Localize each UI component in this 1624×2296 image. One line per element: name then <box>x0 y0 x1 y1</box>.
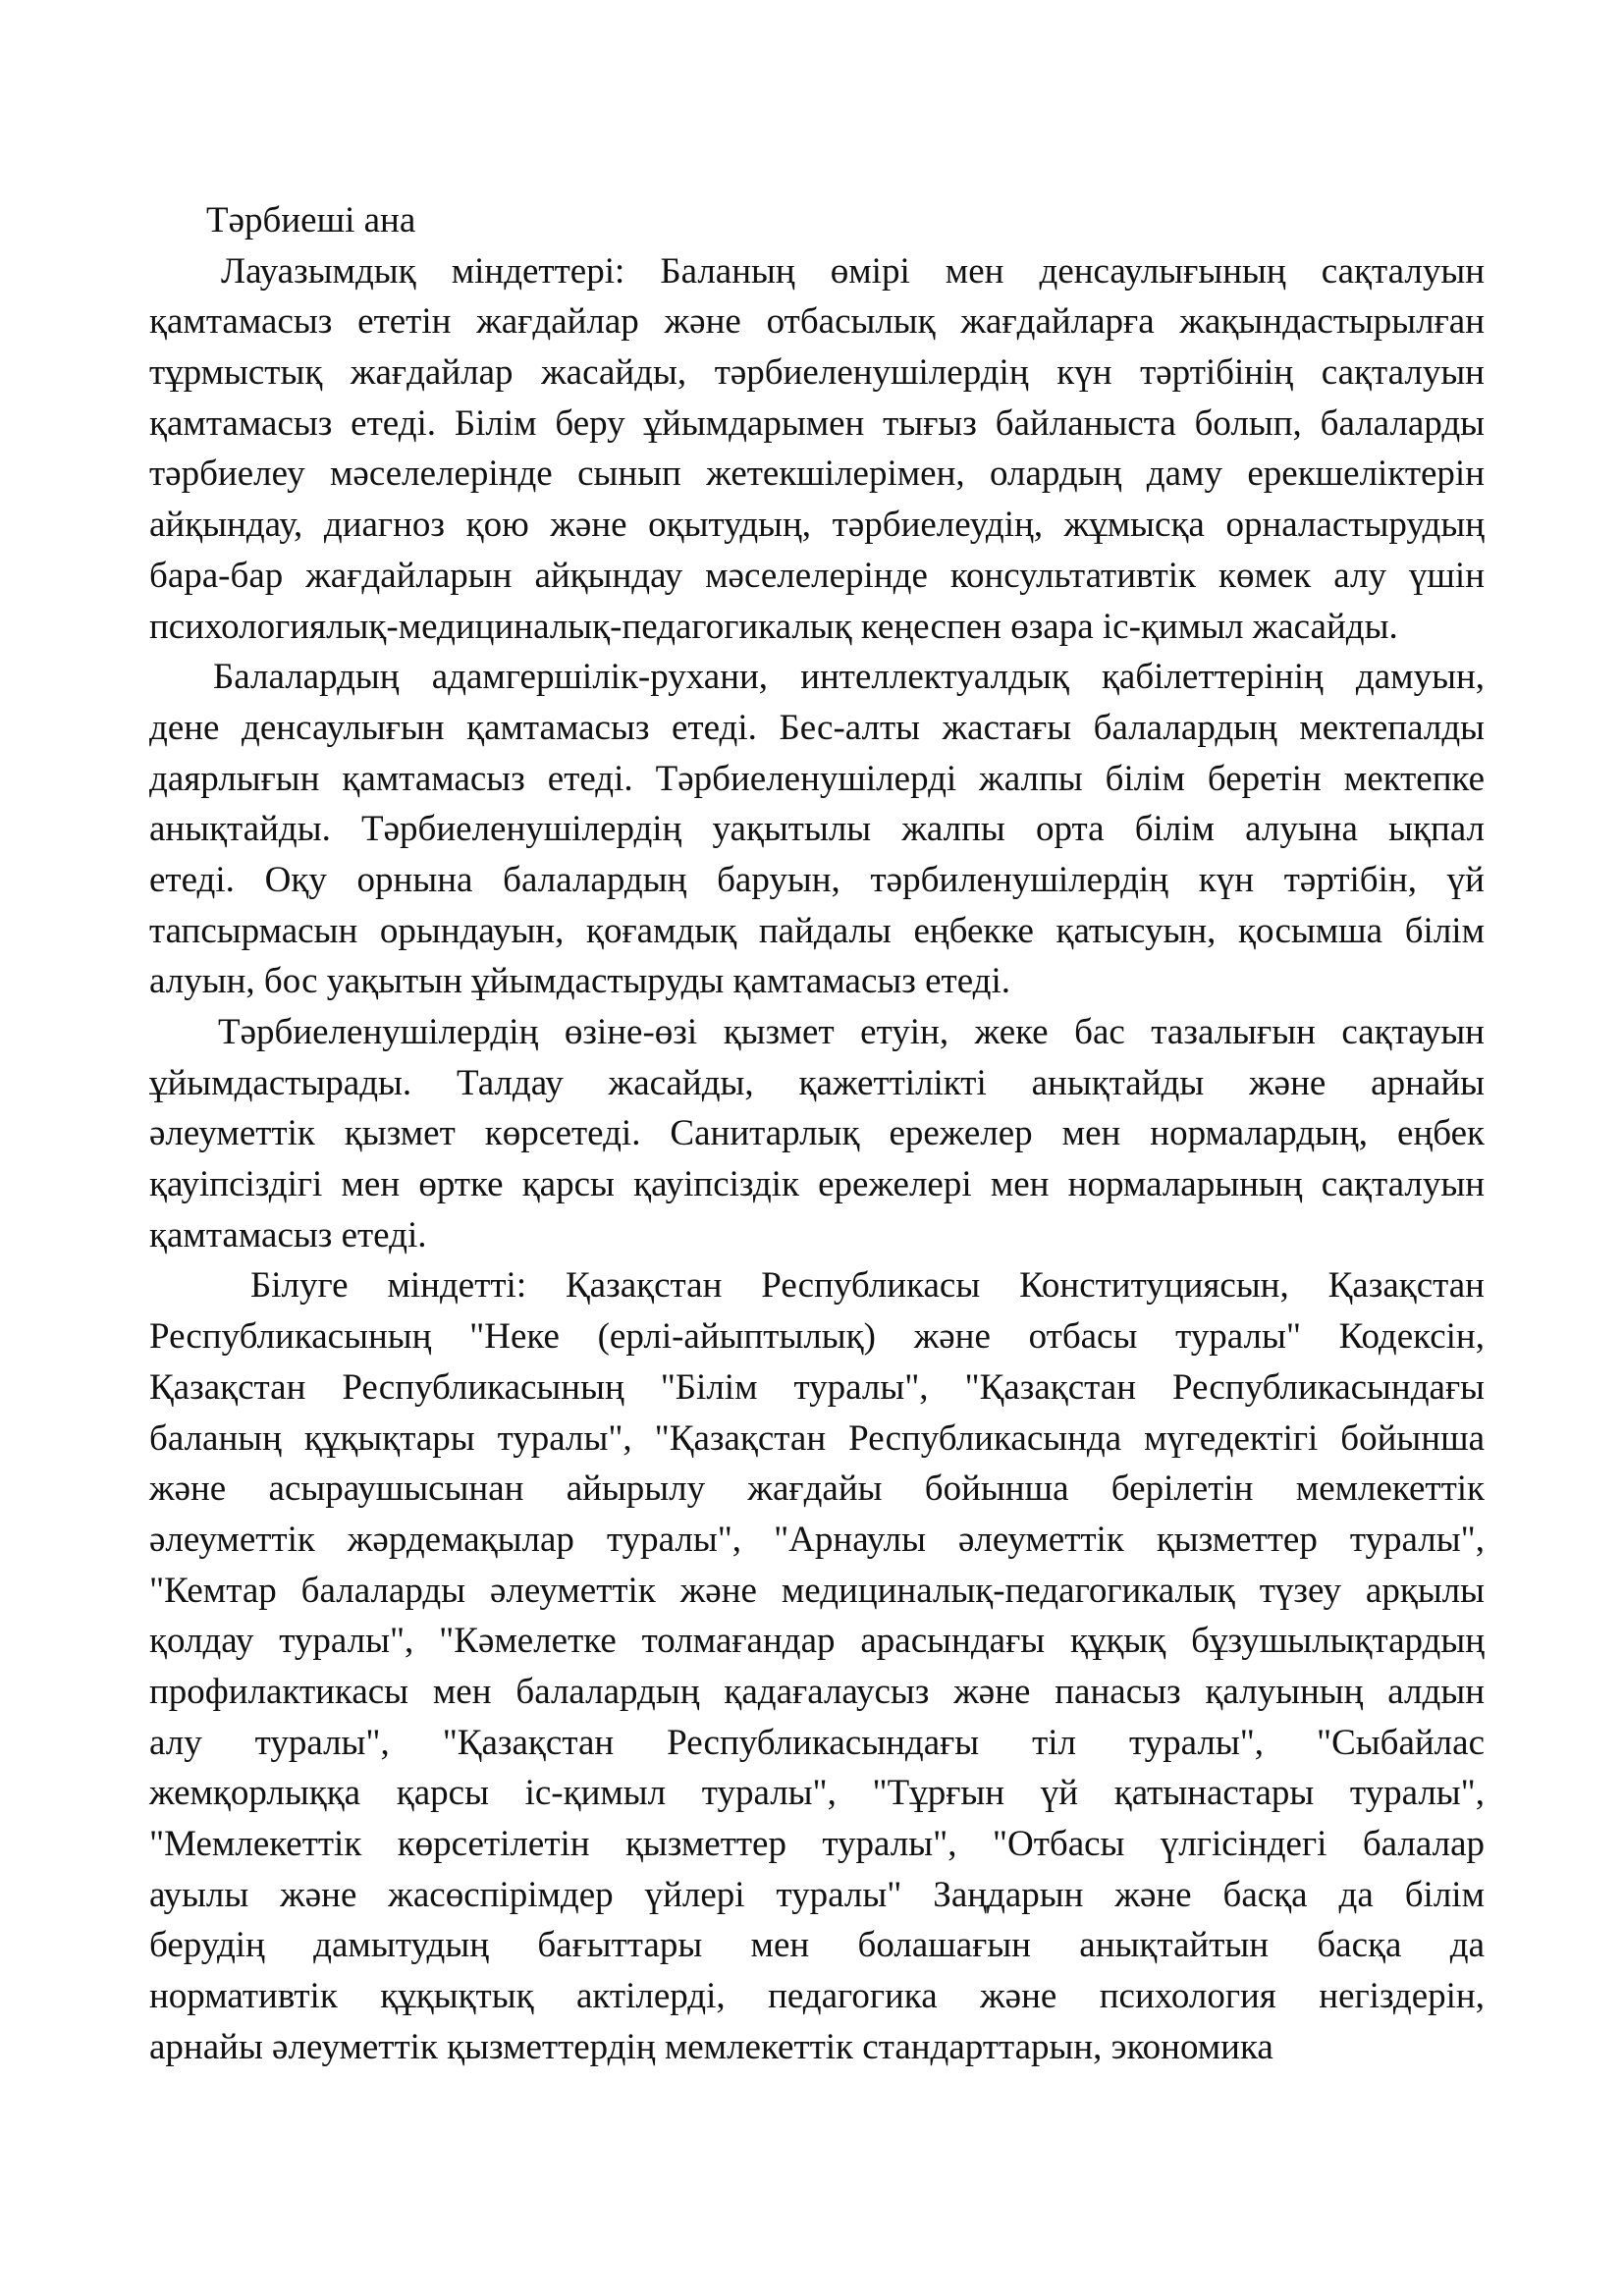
text-line: арнайы әлеуметтік қызметтердің мемлекеттік стандарттарын, экономика <box>149 2026 1273 2067</box>
text-line: және асыраушысынан айырылу жағдайы бойынша берілетін мемлекеттік <box>149 1468 1485 1510</box>
text-line: даярлығын қамтамасыз етеді. Тәрбиеленушілерді жалпы білім беретін мектепке <box>149 758 1485 799</box>
text-line: баланың құқықтары туралы", "Қазақстан Республикасында мүгедектігі бойынша <box>149 1417 1485 1459</box>
text-line: Балалардың адамгершілік-рухани, интеллектуалдық қабілеттерінің дамуын, <box>213 657 1485 698</box>
text-line: тапсырмасын орындауын, қоғамдық пайдалы еңбекке қатысуын, қосымша білім <box>149 910 1485 951</box>
paragraph <box>149 1260 1485 2072</box>
text-line: Лауазымдық міндеттері: Баланың өмірі мен денсаулығының сақталуын <box>221 250 1485 292</box>
text-line: "Мемлекеттік көрсетілетін қызметтер туралы", "Отбасы үлгісіндегі балалар <box>149 1824 1485 1864</box>
paragraph <box>149 652 1485 1007</box>
text-line: қауіпсіздігі мен өртке қарсы қауіпсіздік ережелері мен нормаларының сақталуын <box>149 1164 1485 1205</box>
text-line: Қазақстан Республикасының "Білім туралы", "Қазақстан Республикасындағы <box>149 1366 1485 1408</box>
text-line: қамтамасыз ететін жағдайлар және отбасылық жағдайларға жақындастырылған <box>149 301 1485 343</box>
text-line: тәрбиелеу мәселелерінде сынып жетекшілерімен, олардың даму ерекшеліктерін <box>149 454 1485 495</box>
text-line: психологиялық-медициналық-педагогикалық кеңеспен өзара іс-қимыл жасайды. <box>149 606 1398 647</box>
text-line: "Кемтар балаларды әлеуметтік және медициналық-педагогикалық түзеу арқылы <box>149 1570 1485 1611</box>
text-line: Білуге міндетті: Қазақстан Республикасы Конституциясын, Қазақстан <box>250 1265 1485 1307</box>
text-line: әлеуметтік қызмет көрсетеді. Санитарлық ережелер мен нормалардың, еңбек <box>149 1113 1485 1154</box>
paragraph <box>149 246 1485 653</box>
text-line: әлеуметтік жәрдемақылар туралы", "Арнаулы әлеуметтік қызметтер туралы", <box>149 1519 1485 1560</box>
text-line: ұйымдастырады. Талдау жасайды, қажеттілікті анықтайды және арнайы <box>149 1062 1485 1103</box>
text-line: ауылы және жасөспірімдер үйлері туралы" Заңдарын және басқа да білім <box>149 1874 1485 1915</box>
text-line: нормативтік құқықтық актілерді, педагогика және психология негіздерін, <box>149 1976 1485 2017</box>
text-line: жемқорлыққа қарсы іс-қимыл туралы", "Тұрғын үй қатынастары туралы", <box>149 1773 1485 1814</box>
text-line: профилактикасы мен балалардың қадағалаусыз және панасыз қалуының алдын <box>149 1671 1485 1712</box>
text-line: Тәрбиеленушілердің өзіне-өзі қызмет етуін, жеке бас тазалығын сақтауын <box>218 1012 1485 1052</box>
text-line: қамтамасыз етеді. Білім беру ұйымдарымен тығыз байланыста болып, балаларды <box>149 402 1485 444</box>
text-line: дене денсаулығын қамтамасыз етеді. Бес-алты жастағы балалардың мектепалды <box>149 707 1485 748</box>
text-line: алуын, бос уақытын ұйымдастыруды қамтамасыз етеді. <box>149 961 1010 1002</box>
text-line: айқындау, диагноз қою және оқытудың, тәрбиелеудің, жұмысқа орналастырудың <box>149 505 1485 546</box>
text-line: тұрмыстық жағдайлар жасайды, тәрбиеленушілердің күн тәртібінің сақталуын <box>149 352 1485 394</box>
text-line: қолдау туралы", "Кәмелетке толмағандар арасындағы құқық бұзушылықтардың <box>149 1621 1485 1662</box>
text-line: қамтамасыз етеді. <box>149 1214 427 1255</box>
text-line: алу туралы", "Қазақстан Республикасындағы тіл туралы", "Сыбайлас <box>149 1722 1485 1763</box>
document-page <box>149 195 1485 2072</box>
document-title: Тәрбиеші ана <box>206 200 416 240</box>
document-body <box>149 246 1485 2073</box>
text-line: анықтайды. Тәрбиеленушілердің уақытылы жалпы орта білім алуына ықпал <box>149 809 1485 850</box>
text-line: Республикасының "Неке (ерлі-айыптылық) және отбасы туралы" Кодексін, <box>149 1316 1485 1358</box>
text-line: берудің дамытудың бағыттары мен болашағын анықтайтын басқа да <box>149 1925 1485 1966</box>
text-line: етеді. Оқу орнына балалардың баруын, тәрбиленушілердің күн тәртібін, үй <box>149 859 1485 900</box>
text-line: бара-бар жағдайларын айқындау мәселелерінде консультативтік көмек алу үшін <box>149 555 1485 596</box>
paragraph <box>149 1007 1485 1260</box>
